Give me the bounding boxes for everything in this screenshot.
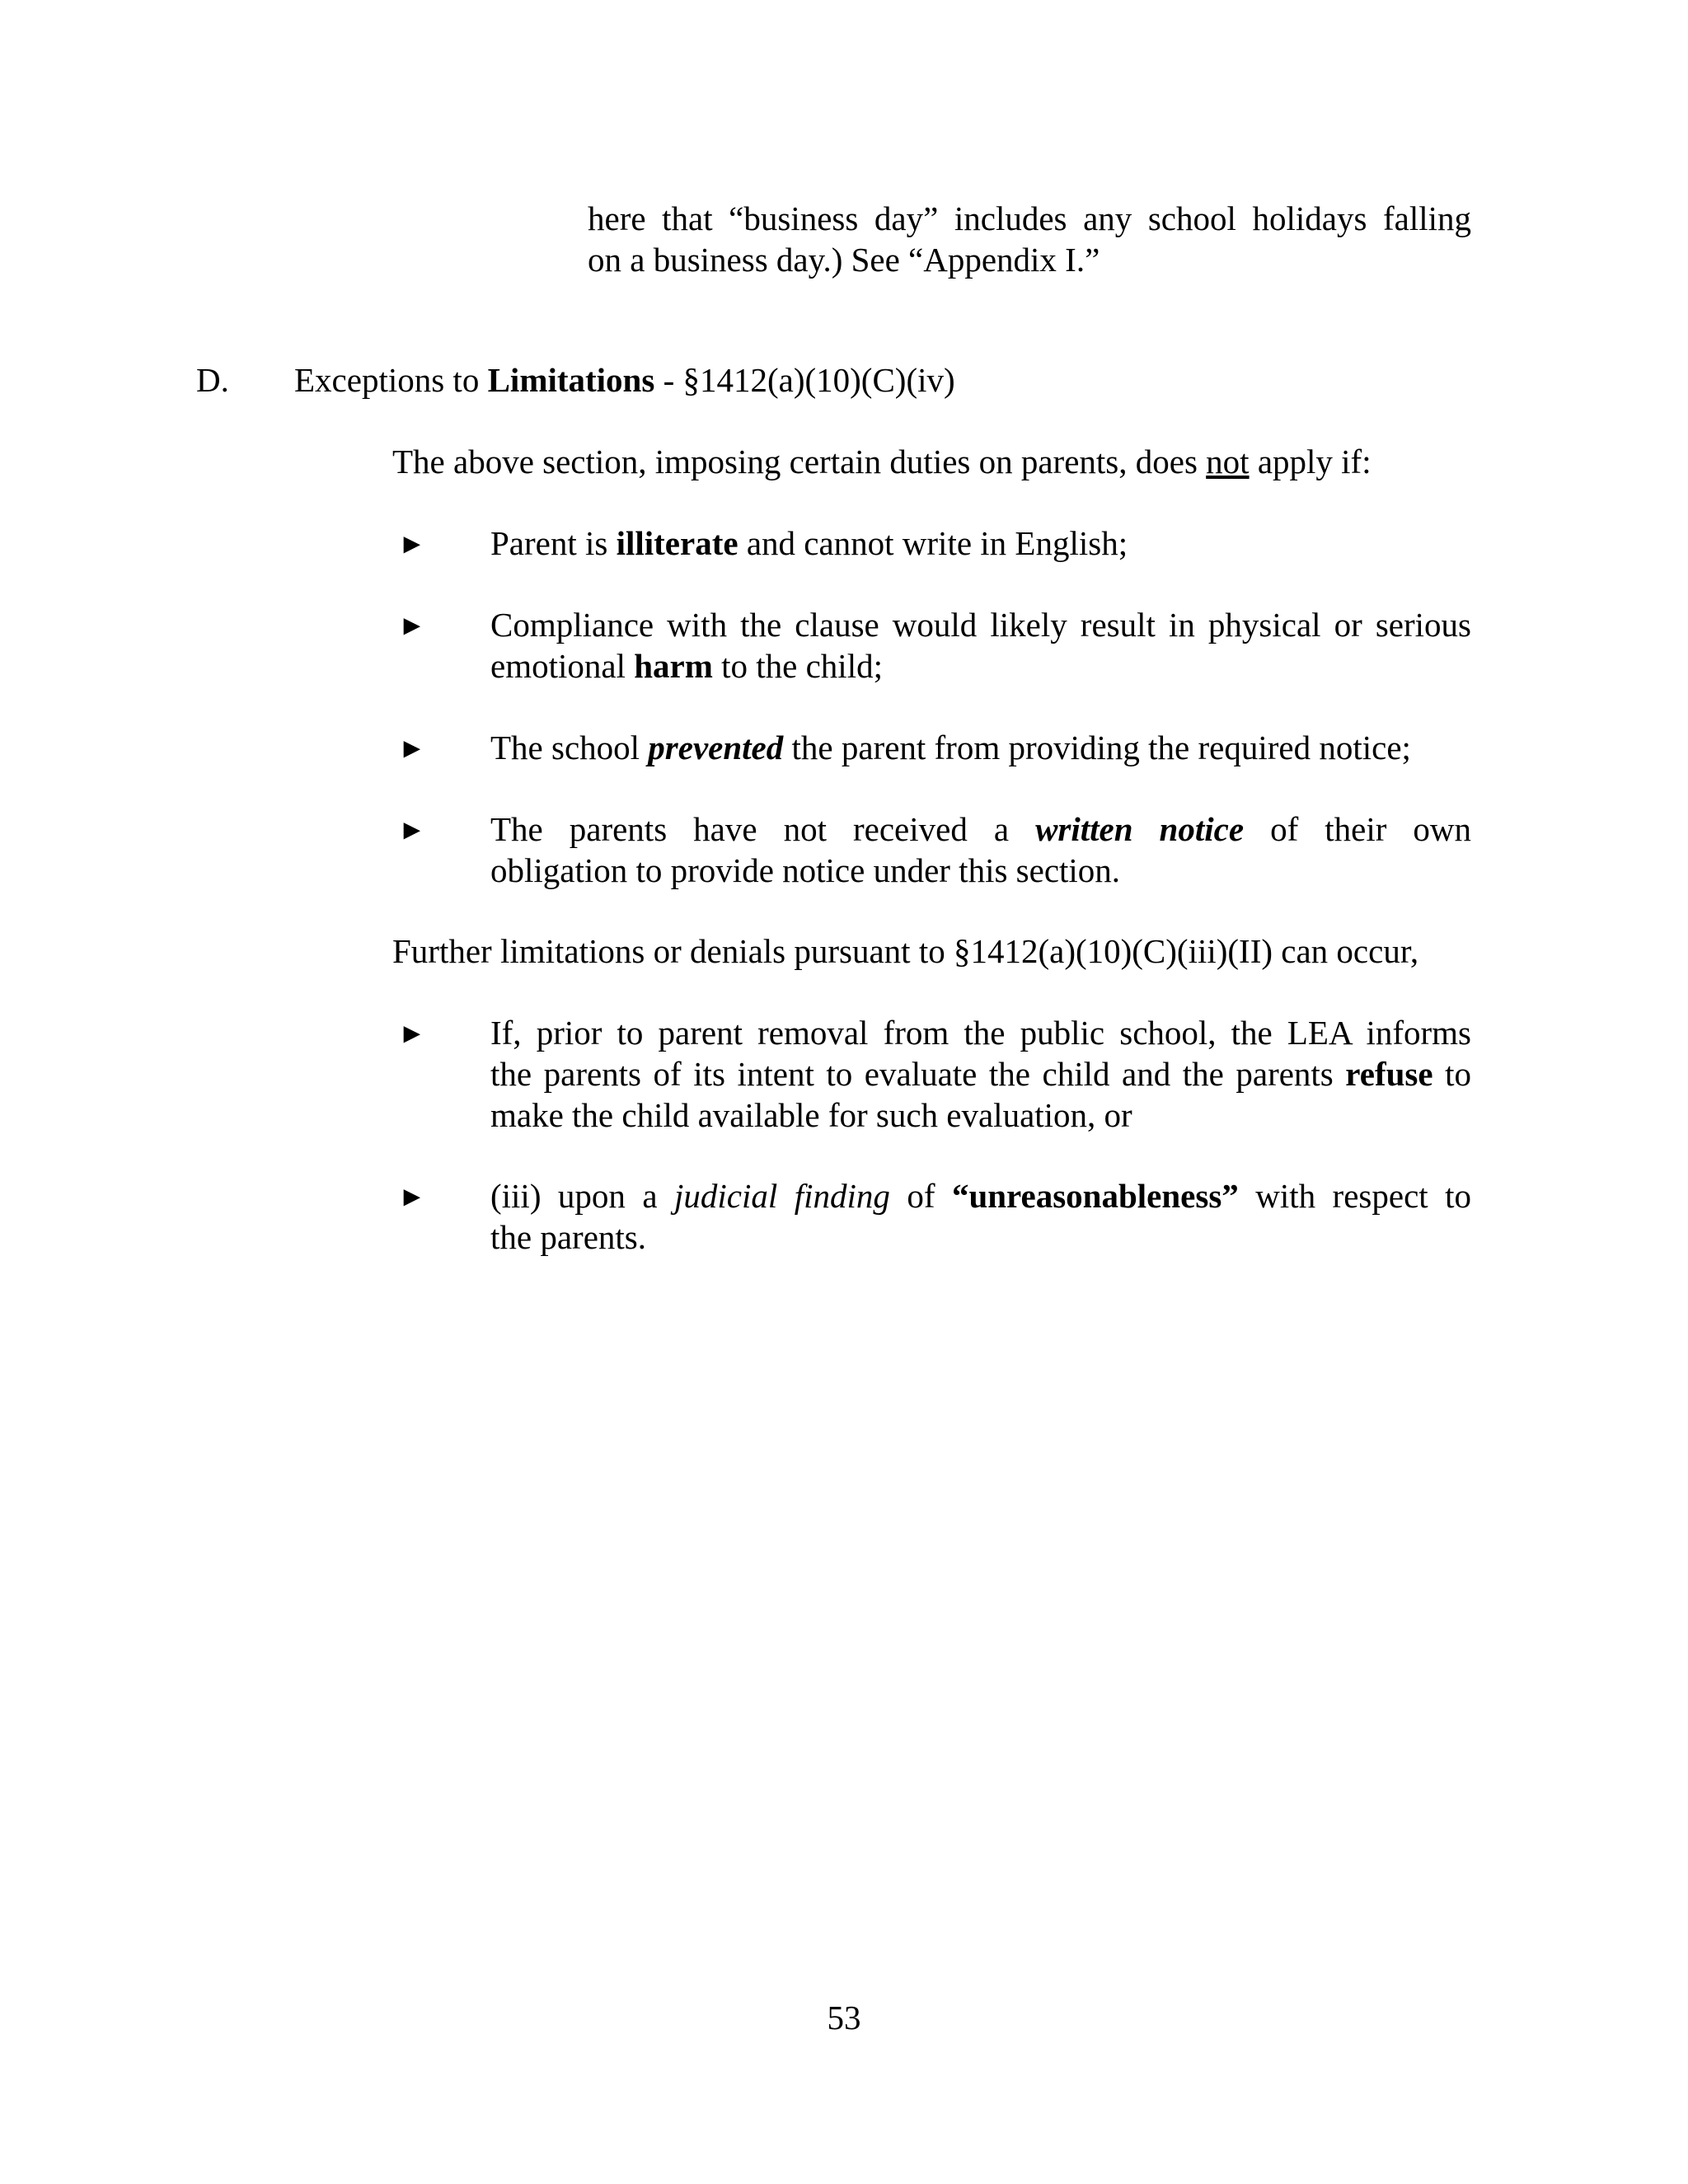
bullet-text: emotional xyxy=(490,647,635,685)
bullet-line: the parents. xyxy=(490,1218,646,1256)
bullet-text: (iii) upon a xyxy=(490,1177,675,1215)
bullet-arrow-icon: ► xyxy=(398,733,426,764)
bullet-item-judicial-finding xyxy=(490,1175,1471,1258)
section-heading-suffix: - §1412(a)(10)(C)(iv) xyxy=(654,361,955,399)
bullet-text: to the child; xyxy=(712,647,883,685)
section-letter: D. xyxy=(196,361,229,399)
bullet-item-prevented xyxy=(490,727,1411,768)
section-heading-bold: Limitations xyxy=(487,361,655,399)
bullet-bold-italic-term: prevented xyxy=(648,729,784,766)
bullet-bold-term: illiterate xyxy=(616,524,738,562)
intro-text-before: The above section, imposing certain duties on parents, does xyxy=(392,443,1207,480)
bullet-item-harm xyxy=(490,604,1471,687)
bullet-line xyxy=(490,1053,1471,1094)
bullet-text: the parents of its intent to evaluate the child and the parents xyxy=(490,1055,1346,1093)
bullet-item-written-notice xyxy=(490,808,1471,891)
bullet-arrow-icon: ► xyxy=(398,1182,426,1212)
continuation-paragraph xyxy=(588,198,1471,280)
bullet-line xyxy=(490,645,1471,687)
bullet-text: of xyxy=(889,1177,952,1215)
bullet-text: The parents have not received a xyxy=(490,810,1036,848)
bullet-line: If, prior to parent removal from the public school, the LEA informs xyxy=(490,1014,1471,1052)
bullet-item-refuse-evaluation xyxy=(490,1012,1471,1136)
bullet-bold-term: harm xyxy=(634,647,713,685)
intro-text-after: apply if: xyxy=(1249,443,1372,480)
bullet-text: with respect to xyxy=(1238,1177,1471,1215)
intro-underlined-word: not xyxy=(1206,443,1250,480)
bullet-text: and cannot write in English; xyxy=(738,524,1128,562)
bullet-bold-term: “unreasonableness” xyxy=(951,1177,1239,1215)
bullet-text: of their own xyxy=(1244,810,1471,848)
continuation-line-2: on a business day.) See “Appendix I.” xyxy=(588,241,1100,279)
intro-sentence xyxy=(392,441,1372,482)
bullet-item-illiterate xyxy=(490,523,1128,564)
bullet-arrow-icon: ► xyxy=(398,611,426,641)
bullet-text: The school xyxy=(490,729,649,766)
bullet-line: Compliance with the clause would likely result in physical or serious xyxy=(490,606,1471,644)
continuation-line-1: here that “business day” includes any school holidays falling xyxy=(588,199,1471,237)
bullet-arrow-icon: ► xyxy=(398,529,426,560)
further-limitations-sentence: Further limitations or denials pursuant to §1412(a)(10)(C)(iii)(II) can occur, xyxy=(392,932,1419,970)
bullet-arrow-icon: ► xyxy=(398,815,426,846)
section-heading xyxy=(294,359,955,401)
bullet-line xyxy=(490,808,1471,850)
page-number: 53 xyxy=(827,1999,861,2036)
bullet-text: Parent is xyxy=(490,524,617,562)
bullet-arrow-icon: ► xyxy=(398,1019,426,1049)
bullet-line: make the child available for such evaluation, or xyxy=(490,1096,1132,1134)
bullet-text: to xyxy=(1432,1055,1471,1093)
bullet-line xyxy=(490,1175,1471,1216)
bullet-italic-term: judicial finding xyxy=(674,1177,890,1215)
bullet-bold-term: refuse xyxy=(1345,1055,1433,1093)
bullet-bold-italic-term: written notice xyxy=(1035,810,1245,848)
bullet-text: the parent from providing the required notice; xyxy=(783,729,1411,766)
bullet-line: obligation to provide notice under this section. xyxy=(490,851,1121,889)
section-heading-prefix: Exceptions to xyxy=(294,361,488,399)
